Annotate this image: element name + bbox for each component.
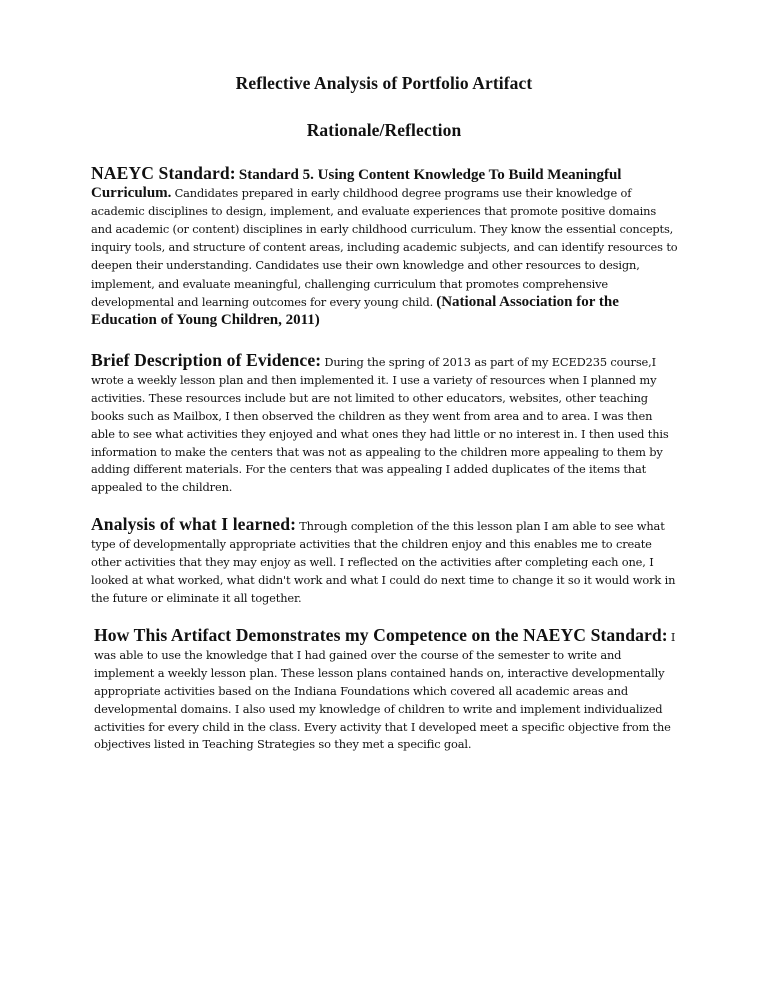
standard-citation: (National Association for the Education of Young Children, 2011) [91, 293, 619, 328]
standard-section [91, 164, 679, 329]
competence-label: How This Artifact Demonstrates my Competence on the NAEYC Standard: [94, 625, 668, 645]
evidence-text: During the spring of 2013 as part of my ECED235 course,I wrote a weekly lesson plan and then implemented it. I use a variety of resources when I planned my activities. These resources include but are not limited to other educators, websites, other teaching books such as Mailbox, I then observed the children as they went from area and to area. I was then able to see what activities they enjoyed and what ones they had little or no interest in. I then used this information to make the centers that was not as appealing to the children more appealing to them by adding different materials. For the centers that was appealing I added duplicates of the items that appealed to the children. [91, 355, 669, 495]
evidence-section [91, 352, 679, 497]
standard-name: Standard 5. Using Content Knowledge To Build Meaningful Curriculum. [91, 167, 622, 202]
analysis-section [91, 516, 679, 608]
evidence-label: Brief Description of Evidence: [91, 350, 322, 370]
standard-label: NAEYC Standard: [91, 163, 236, 183]
analysis-label: Analysis of what I learned: [91, 514, 297, 534]
page-title: Reflective Analysis of Portfolio Artifact [235, 73, 533, 93]
analysis-text: Through completion of the this lesson plan I am able to see what type of developmentally appropriate activities that the children enjoy and this enables me to create other activities that they may enjoy as well. I reflected on the activities after completing each one, I looked at what worked, what didn't work and what I could do next time to change it so it would work in the future or eliminate it all together. [91, 519, 676, 605]
page-subtitle: Rationale/Reflection [306, 120, 462, 140]
competence-section [94, 627, 682, 754]
competence-text: I was able to use the knowledge that I had gained over the course of the semester to write and implement a weekly lesson plan. These lesson plans contained hands on, interactive developmentally appropriate activities based on the Indiana Foundations which covered all academic areas and developmental domains. I also used my knowledge of children to write and implement individualized activities for every child in the class. Every activity that I developed meet a specific objective from the objectives listed in Teaching Strategies so they met a specific goal. [94, 630, 676, 752]
standard-text: Candidates prepared in early childhood degree programs use their knowledge of academic disciplines to design, implement, and evaluate experiences that promote positive domains and academic (or content) disciplines in early childhood curriculum. They know the essential concepts, inquiry tools, and structure of content areas, including academic subjects, and can identify resources to deepen their understanding. Candidates use their own knowledge and other resources to design, implement, and evaluate meaningful, challenging curriculum that promotes comprehensive developmental and learning outcomes for every young child. [91, 186, 678, 309]
